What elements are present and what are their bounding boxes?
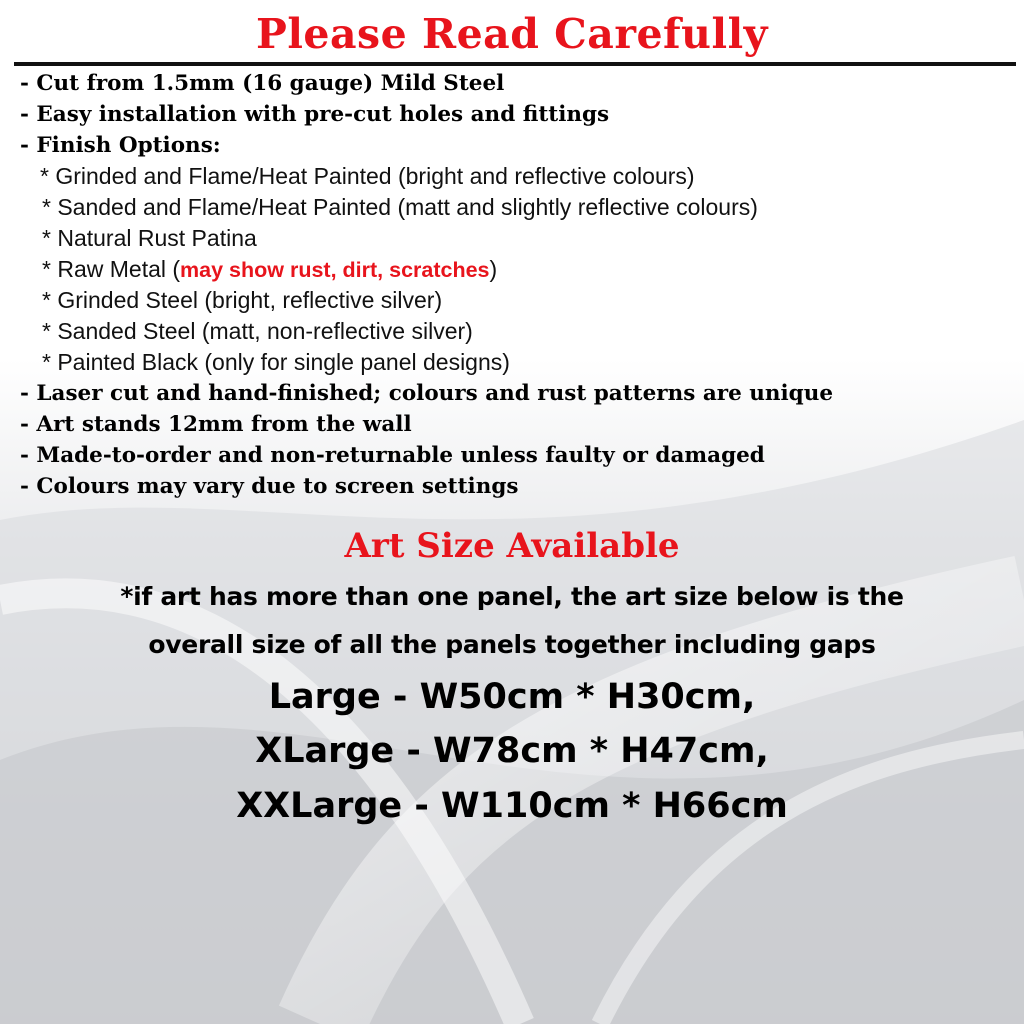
finish-option-grinded-steel: * Grinded Steel (bright, reflective silver) <box>42 287 443 313</box>
spec-material: - Cut from 1.5mm (16 gauge) Mild Steel <box>20 71 505 96</box>
sizes-note-line-1: *if art has more than one panel, the art size below is the <box>120 582 904 611</box>
finish-option-grinded-painted: * Grinded and Flame/Heat Painted (bright and reflective colours) <box>40 163 695 189</box>
finish-option-raw-metal <box>20 254 1020 285</box>
spec-finish-options-heading: - Finish Options: <box>20 133 221 158</box>
raw-metal-close: ) <box>489 256 498 282</box>
raw-metal-label: * Raw Metal ( <box>42 256 181 282</box>
note-colour-variance: - Colours may vary due to screen settings <box>20 474 519 499</box>
note-made-to-order: - Made-to-order and non-returnable unless faulty or damaged <box>20 443 765 468</box>
finish-option-painted-black: * Painted Black (only for single panel designs) <box>42 349 510 375</box>
product-details-list <box>20 68 1020 502</box>
sizes-note-line-2: overall size of all the panels together including gaps <box>148 630 876 659</box>
sizes-heading: Art Size Available <box>344 526 680 566</box>
title-divider <box>14 62 1016 66</box>
finish-option-rust-patina: * Natural Rust Patina <box>42 225 257 251</box>
note-laser-cut: - Laser cut and hand-finished; colours and rust patterns are unique <box>20 381 834 406</box>
page-title: Please Read Carefully <box>256 10 768 58</box>
spec-installation: - Easy installation with pre-cut holes and fittings <box>20 102 610 127</box>
size-xlarge: XLarge - W78cm * H47cm, <box>255 731 769 771</box>
size-large: Large - W50cm * H30cm, <box>268 677 756 717</box>
raw-metal-warning: may show rust, dirt, scratches <box>180 258 490 282</box>
finish-option-sanded-steel: * Sanded Steel (matt, non-reflective silver) <box>42 318 473 344</box>
note-wall-distance: - Art stands 12mm from the wall <box>20 412 412 437</box>
size-xxlarge: XXLarge - W110cm * H66cm <box>236 786 788 826</box>
finish-option-sanded-painted: * Sanded and Flame/Heat Painted (matt and slightly reflective colours) <box>42 194 758 220</box>
